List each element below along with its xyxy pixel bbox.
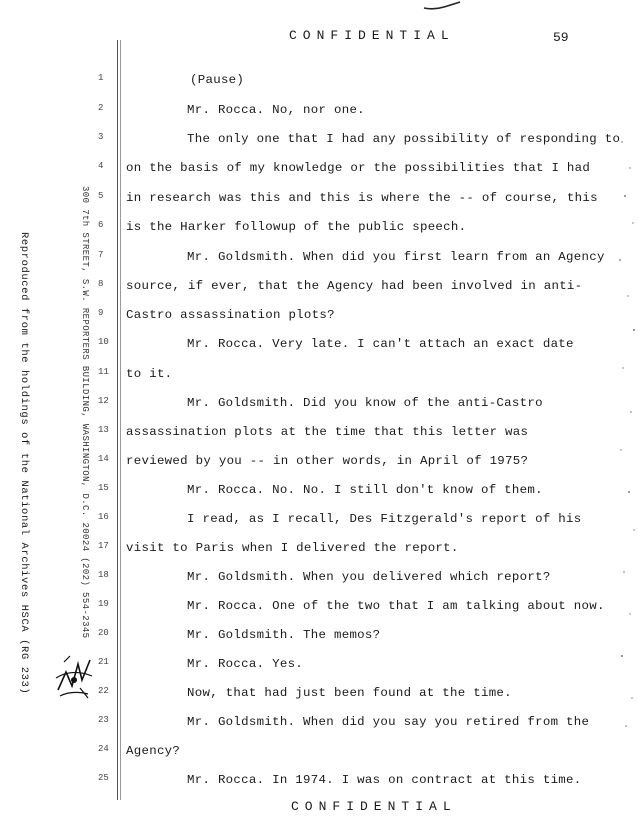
transcript-line: I read, as I recall, Des Fitzgerald's report of his bbox=[187, 512, 582, 526]
line-number: 1 bbox=[98, 73, 104, 83]
line-number: 22 bbox=[98, 686, 109, 696]
line-number: 5 bbox=[98, 191, 104, 201]
transcript-line: Agency? bbox=[126, 744, 181, 758]
top-handwritten-mark bbox=[422, 0, 462, 12]
line-number: 10 bbox=[98, 337, 109, 347]
archive-signature-stamp bbox=[52, 650, 96, 702]
line-number: 2 bbox=[98, 103, 104, 113]
transcript-line: Mr. Goldsmith. When you delivered which report? bbox=[187, 570, 551, 584]
line-number: 8 bbox=[98, 279, 104, 289]
transcript-line: Mr. Goldsmith. When did you first learn from an Agency bbox=[187, 250, 605, 264]
left-margin-rule-inner bbox=[120, 40, 121, 800]
line-number: 14 bbox=[98, 454, 109, 464]
line-number: 4 bbox=[98, 161, 104, 171]
transcript-line: (Pause) bbox=[190, 73, 245, 87]
footer-confidential: CONFIDENTIAL bbox=[291, 799, 457, 814]
transcript-line: Mr. Goldsmith. Did you know of the anti-Castro bbox=[187, 396, 543, 410]
transcript-line: Mr. Goldsmith. When did you say you retired from the bbox=[187, 715, 590, 729]
transcript-line: Mr. Rocca. No, nor one. bbox=[187, 103, 365, 117]
line-number: 11 bbox=[98, 367, 109, 377]
transcript-line: to it. bbox=[126, 367, 173, 381]
line-number: 7 bbox=[98, 250, 104, 260]
line-number: 3 bbox=[98, 132, 104, 142]
scan-edge-noise bbox=[616, 120, 638, 740]
line-number: 12 bbox=[98, 396, 109, 406]
line-number: 6 bbox=[98, 220, 104, 230]
line-number: 15 bbox=[98, 483, 109, 493]
line-number: 18 bbox=[98, 570, 109, 580]
line-number: 23 bbox=[98, 715, 109, 725]
page-number: 59 bbox=[553, 30, 569, 45]
transcript-line: reviewed by you -- in other words, in April of 1975? bbox=[126, 454, 529, 468]
transcript-line: Mr. Rocca. Very late. I can't attach an exact date bbox=[187, 337, 574, 351]
reporter-address: 300 7th STREET, S.W. REPORTERS BUILDING, WASHINGTON, D.C. 20024 (202) 554-2345 bbox=[80, 186, 90, 639]
transcript-line: visit to Paris when I delivered the report. bbox=[126, 541, 459, 555]
transcript-line: Mr. Rocca. No. No. I still don't know of them. bbox=[187, 483, 543, 497]
transcript-line: The only one that I had any possibility of responding to bbox=[187, 132, 621, 146]
transcript-line: Mr. Rocca. Yes. bbox=[187, 657, 304, 671]
transcript-line: Mr. Goldsmith. The memos? bbox=[187, 628, 381, 642]
line-number: 16 bbox=[98, 512, 109, 522]
line-number: 21 bbox=[98, 657, 109, 667]
line-number: 17 bbox=[98, 541, 109, 551]
transcript-line: Castro assassination plots? bbox=[126, 308, 335, 322]
transcript-line: Now, that had just been found at the time. bbox=[187, 686, 512, 700]
left-margin-rule bbox=[117, 40, 118, 800]
line-number: 13 bbox=[98, 425, 109, 435]
line-number: 19 bbox=[98, 599, 109, 609]
reproduced-note: Reproduced from the holdings of the National Archives HSCA (RG 233) bbox=[18, 232, 30, 695]
line-number: 20 bbox=[98, 628, 109, 638]
transcript-line: Mr. Rocca. One of the two that I am talking about now. bbox=[187, 599, 605, 613]
transcript-line: in research was this and this is where the -- of course, this bbox=[126, 191, 598, 205]
line-number: 25 bbox=[98, 773, 109, 783]
line-number: 24 bbox=[98, 744, 109, 754]
transcript-line: on the basis of my knowledge or the possibilities that I had bbox=[126, 161, 591, 175]
line-number: 9 bbox=[98, 308, 104, 318]
transcript-line: is the Harker followup of the public speech. bbox=[126, 220, 467, 234]
transcript-line: Mr. Rocca. In 1974. I was on contract at this time. bbox=[187, 773, 582, 787]
transcript-line: assassination plots at the time that this letter was bbox=[126, 425, 529, 439]
transcript-line: source, if ever, that the Agency had been involved in anti- bbox=[126, 279, 583, 293]
header-confidential: CONFIDENTIAL bbox=[289, 28, 455, 43]
